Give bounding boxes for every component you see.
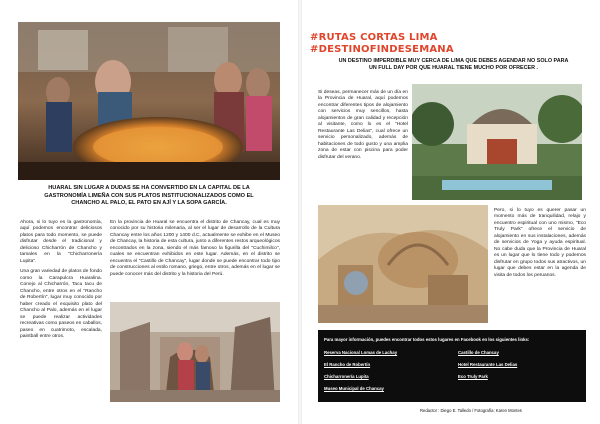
rancho-paragraph: Una gran variedad de platos de fondo como la Carapulcra Huaralina. Conejo al Chicharrón, Tacu tacu de Chancho, entre otros en el "Rancho de Robertín", lugar muy conocido por haber creado el exquisito plato del Chancho al Palo, además en el lugar se puede realizar actividades recreativas como paseos en caballos, paseo en cuatrimoto, escalada, paintball entre otros. (20, 269, 102, 339)
text-column-2 (110, 220, 280, 282)
link-castillo-chancay[interactable]: Castillo de Chancay (458, 350, 499, 355)
article-subtitle: UN DESTINO IMPERDIBLE MUY CERCA DE LIMA QUE DEBES AGENDAR NO SOLO PARA UN FULL DAY POR QUE HUARAL TIENE MUCHO POR OFRECER . (338, 58, 569, 72)
link-lomas-lachay[interactable]: Reserva Nacional Lomas de Lachay (324, 350, 398, 355)
link-rancho-robertin[interactable]: El Rancho de Robertín (324, 362, 371, 367)
gastronomy-photo (18, 22, 280, 180)
text-column-4 (494, 208, 586, 283)
info-intro: Para mayor información, puedes encontrar todos estos lugares en Facebook en los siguientes links: (324, 337, 530, 342)
eco-park-paragraph: Pero, si lo tuyo es querer pasar un momento más de tranquilidad, relajo y encuentro espiritual con uno mismo, "Eco Truly Park" ofrece el servicio de alojamiento en sus instalaciones, además de servicios de Yoga y ayuda espiritual. No cabe duda que la Provincia de Huaral es un lugar que lo tiene todo y podemos disfrutar en grupo todos sus atractivos, un lugar que debes estar en la agenda de visita de todos los peruanos. (494, 208, 586, 278)
eco-park-photo (318, 205, 488, 323)
hotel-photo (412, 84, 582, 200)
hotel-paragraph: Si deseas, permanecer más de un día en la Provincia de Huaral, aquí podemos encontrar diferentes tipos de alojamiento con servicios muy sencillos, hasta alojamientos de gran calidad y recepción al visitante, como lo es el "Hotel Restaurante Las Delias", cual ofrece un servicio personalizado, además de habitaciones de todo gusto y una amplia zona de estar con piscina para poder disfrutar del verano. (318, 90, 408, 160)
link-chicharroneria-lupita[interactable]: Chicharronería Lupita (324, 374, 369, 379)
chancay-paragraph: En la provincia de Huaral se encuentra el distrito de Chancay, cual es muy conocido por su historia milenaria, al ser el lugar de desarrollo de la Cultura Chancay entre los años 1200 y 1400 d.C, actualmente se exhibe en el Museo de Chancay, la historia de esta cultura, junto a diferentes restos arqueológicos encontrados en la zona, siendo el más famoso la figurilla del "Cuchimilco", cuales se encuentran exhibidos en este lugar. Además, en el distrito se encuentra el "Castillo de Chancay", lugar donde se puede encontrar todo tipo de construcciones al estilo romano, griego, entre otros, además en el lugar se puede conocer más del distrito y la historia del Perú. (110, 220, 280, 277)
credits: Redactor : Diego E. Talledo / Fotografía: Karen Montes (420, 408, 522, 413)
title-hashtag-1: #RUTAS CORTAS LIMA (310, 32, 438, 43)
photo-caption: HUARAL SIN LUGAR A DUDAS SE HA CONVERTIDO EN LA CAPITAL DE LA GASTRONOMÍA LIMEÑA CON SUS PLATOS INSTITUCIONALIZADOS COMO EL CHANCHO AL PALO, EL PATO EN AJÍ Y LA SOPA GARCÍA. (44, 185, 254, 207)
info-box (318, 330, 586, 402)
link-hotel-las-delias[interactable]: Hotel Restaurante Las Delias (458, 362, 518, 367)
gastronomy-paragraph: Ahora, si lo tuyo es la gastronomía, aquí podemos encontrar deliciosos platos para todo momento, se puede disfrutar desde el tradicional y delicioso Chicharrón de Chancho y tamales en la "Chicharronería Lupita". (20, 220, 102, 264)
link-museo-chancay[interactable]: Museo Municipal de Chancay (324, 386, 384, 391)
title-hashtag-2: #DESTINOFINDESEMANA (310, 43, 454, 55)
left-page (0, 0, 298, 424)
link-eco-truly-park[interactable]: Eco Truly Park (458, 374, 488, 379)
castle-photo (110, 302, 280, 402)
text-column-3 (318, 90, 408, 165)
article-title (310, 32, 454, 55)
text-column-1 (20, 220, 102, 344)
